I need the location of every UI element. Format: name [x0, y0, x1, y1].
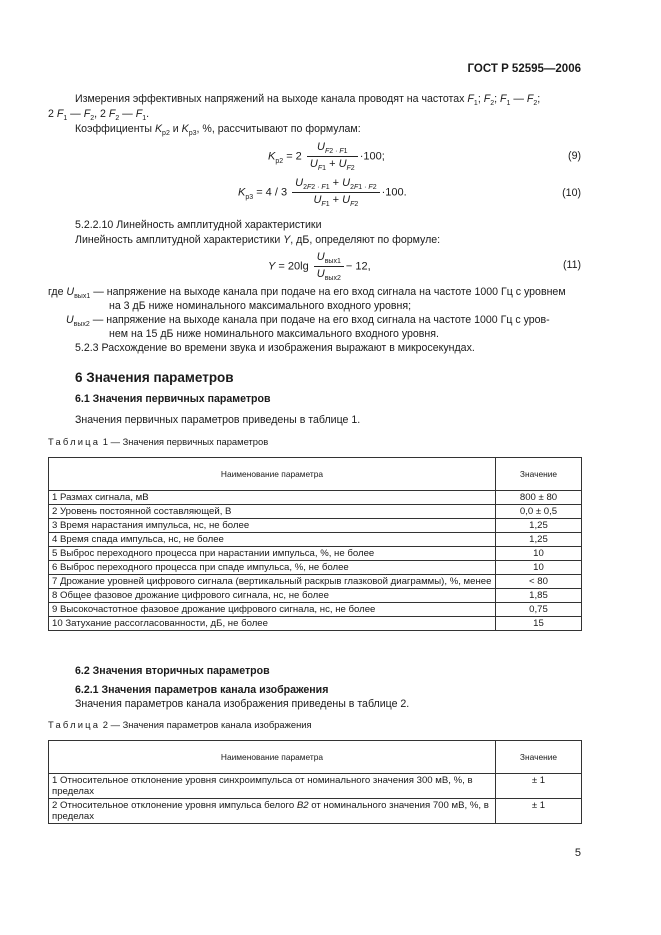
- table-row: [49, 491, 582, 505]
- table-cell-value: 10: [496, 561, 582, 575]
- table-cell-value: 1,85: [496, 589, 582, 603]
- table-cell-param: 9 Высокочастотное фазовое дрожание цифрового сигнала, нс, не более: [49, 603, 496, 617]
- table-1-caption: Таблица 1 — Значения первичных параметров: [48, 436, 269, 447]
- formula-11-number: (11): [562, 259, 581, 271]
- section-5-2-3: 5.2.3 Расхождение во времени звука и изображения выражают в микросекундах.: [75, 342, 475, 354]
- table-cell-param: 10 Затухание рассогласованности, дБ, не более: [49, 617, 496, 631]
- table-cell-value: 10: [496, 547, 582, 561]
- document-id: ГОСТ Р 52595—2006: [467, 63, 581, 75]
- formula-10: $K_{р3} = 4 / 3$ $\frac{U_{2F2 \cdot F1} + U_{2F1 \cdot F2}}{U_{F1} + U_{F2}}$ ·100.: [238, 177, 407, 209]
- intro-line-1: Измерения эффективных напряжений на выходе канала проводят на частотах $F_1$; $F_2$; $F_1$ — $F_2$;: [75, 93, 541, 108]
- table-2-header-param: Наименование параметра: [49, 741, 496, 774]
- where-def-2-cont: нем на 15 дБ ниже номинального максимального входного уровня.: [109, 328, 439, 340]
- section-6-2-title: 6.2 Значения вторичных параметров: [75, 665, 270, 677]
- formula-10-number: (10): [562, 187, 581, 199]
- section-5-2-2-10-title: 5.2.2.10 Линейность амплитудной характеристики: [75, 219, 322, 231]
- section-6-1-title: 6.1 Значения первичных параметров: [75, 393, 271, 405]
- table-cell-param: 3 Время нарастания импульса, нс, не более: [49, 519, 496, 533]
- table-cell-value: 15: [496, 617, 582, 631]
- table-2-caption: Таблица 2 — Значения параметров канала изображения: [48, 719, 312, 730]
- table-cell-param: 6 Выброс переходного процесса при спаде импульса, %, не более: [49, 561, 496, 575]
- intro-line-2: 2 $F_1$ — $F_2$, 2 $F_2$ — $F_1$.: [48, 108, 150, 123]
- table-row: [49, 519, 582, 533]
- coefficients-line: Коэффициенты $K_{р2}$ и $K_{р3}$, %, рассчитывают по формулам:: [75, 123, 361, 138]
- where-def-2: $U_{вых2}$ — напряжение на выходе канала при подаче на его вход сигнала на частоте 1000 Гц с уров-: [66, 314, 550, 329]
- page-number: 5: [574, 847, 581, 859]
- formula-9: $K_{р2} = 2$ $\frac{U_{F2 \cdot F1}}{U_{F1} + U_{F2}}$ ·100;: [268, 141, 385, 173]
- table-row: [49, 547, 582, 561]
- table-cell-value: < 80: [496, 575, 582, 589]
- table-row: [49, 774, 582, 799]
- table-cell-param: 2 Уровень постоянной составляющей, В: [49, 505, 496, 519]
- table-1-header-value: Значение: [496, 458, 582, 491]
- table-cell-value: 800 ± 80: [496, 491, 582, 505]
- section-6-2-1-text: Значения параметров канала изображения приведены в таблице 2.: [75, 698, 410, 710]
- table-1: [48, 457, 582, 631]
- table-cell-value: 1,25: [496, 533, 582, 547]
- table-cell-value: 1,25: [496, 519, 582, 533]
- table-row: [49, 603, 582, 617]
- section-6-2-1-title: 6.2.1 Значения параметров канала изображения: [75, 684, 329, 696]
- table-row: [49, 533, 582, 547]
- table-row: [49, 561, 582, 575]
- table-cell-value: 0,0 ± 0,5: [496, 505, 582, 519]
- table-row: [49, 575, 582, 589]
- table-row: [49, 589, 582, 603]
- table-2-header-value: Значение: [496, 741, 582, 774]
- table-cell-value: 0,75: [496, 603, 582, 617]
- formula-9-number: (9): [568, 150, 581, 162]
- table-row: [49, 799, 582, 824]
- formula-11: Y = 20lg $\frac{U_{вых1}}{U_{вых2}}$ − 12,: [268, 251, 371, 283]
- section-5-2-2-10-text: Линейность амплитудной характеристики Y, дБ, определяют по формуле:: [75, 234, 441, 246]
- table-cell-value: ± 1: [496, 774, 582, 799]
- section-6-1-text: Значения первичных параметров приведены в таблице 1.: [75, 414, 361, 426]
- table-2: [48, 740, 582, 824]
- section-6-title: 6 Значения параметров: [75, 370, 234, 385]
- table-cell-param: 4 Время спада импульса, нс, не более: [49, 533, 496, 547]
- table-cell-param: 1 Относительное отклонение уровня синхроимпульса от номинального значения 300 мВ, %, в пределах: [49, 774, 496, 799]
- table-cell-param: 2 Относительное отклонение уровня импульса белого B2 от номинального значения 700 мВ, %, в пределах: [49, 799, 496, 824]
- table-row: [49, 505, 582, 519]
- table-row: [49, 617, 582, 631]
- table-cell-param: 7 Дрожание уровней цифрового сигнала (вертикальный раскрыв глазковой диаграммы), %, менее: [49, 575, 496, 589]
- where-def-1: где $U_{вых1}$ — напряжение на выходе канала при подаче на его вход сигнала на частоте 1000 Гц с уровнем: [48, 286, 566, 301]
- table-cell-value: ± 1: [496, 799, 582, 824]
- table-cell-param: 8 Общее фазовое дрожание цифрового сигнала, нс, не более: [49, 589, 496, 603]
- table-cell-param: 1 Размах сигнала, мВ: [49, 491, 496, 505]
- where-def-1-cont: на 3 дБ ниже номинального максимального входного уровня;: [109, 300, 412, 312]
- table-cell-param: 5 Выброс переходного процесса при нарастании импульса, %, не более: [49, 547, 496, 561]
- table-1-header-param: Наименование параметра: [49, 458, 496, 491]
